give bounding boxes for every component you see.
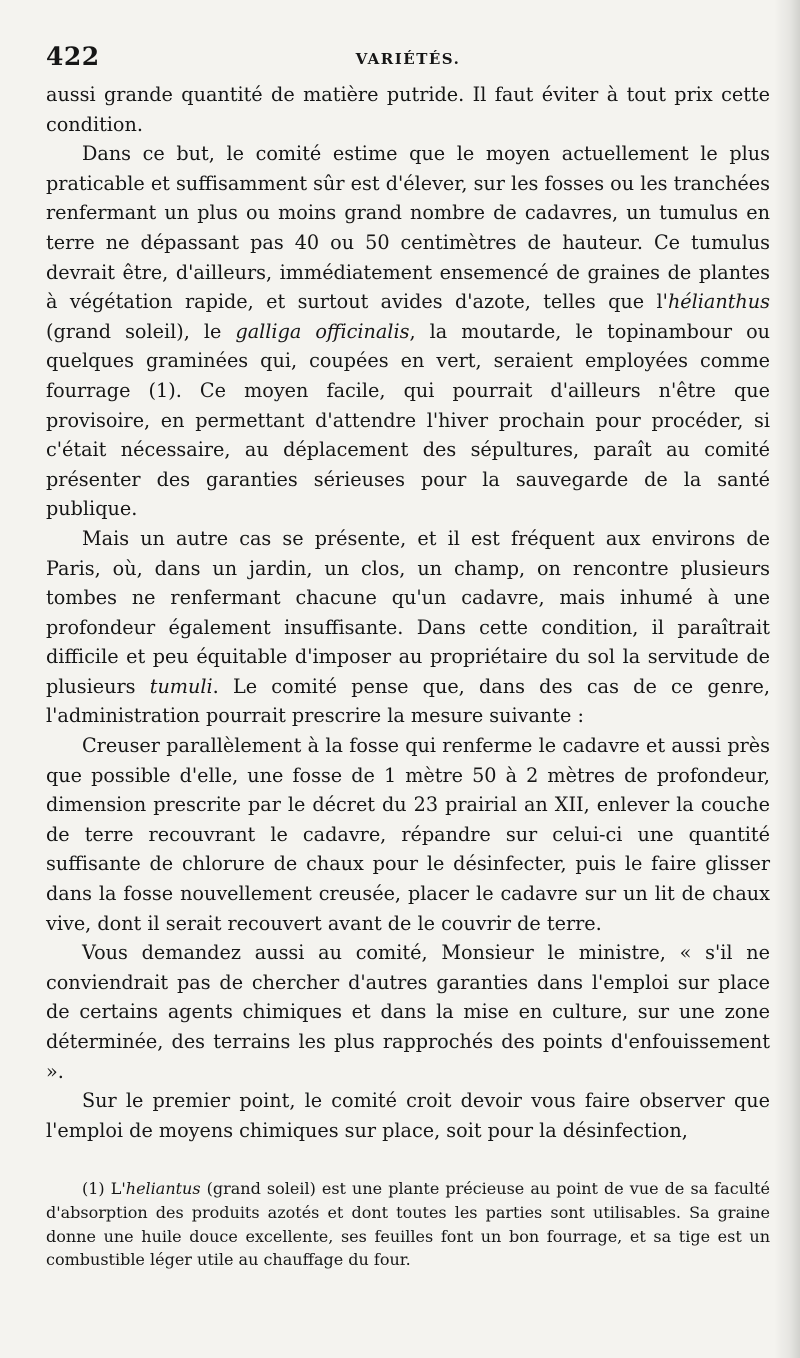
italic-text-run: galliga officinalis xyxy=(235,319,410,343)
footnote xyxy=(46,1177,770,1271)
paragraph xyxy=(46,524,770,731)
text-run: (1) L' xyxy=(82,1179,126,1199)
text-run: Vous demandez aussi au comité, Monsieur le ministre, « s'il ne conviendrait pas de chercher d'autres garanties dans l'emploi sur place de certains agents chimiques et dans la mise en culture, sur une zone déterminée, des terrains les plus rapprochés des points d'enfouissement ». xyxy=(46,941,770,1083)
paragraph xyxy=(46,731,770,938)
italic-text-run: heliantus xyxy=(125,1179,201,1199)
text-run: aussi grande quantité de matière putride. Il faut éviter à tout prix cette condition. xyxy=(46,83,770,136)
text-run: Creuser parallèlement à la fosse qui renferme le cadavre et aussi près que possible d'elle, une fosse de 1 mètre 50 à 2 mètres de profondeur, dimension prescrite par le décret du 23 prairial an XII, enlever la couche de terre recouvrant le cadavre, répandre sur celui-ci une quantité suffisante de chlorure de chaux pour le désinfecter, puis le faire glisser dans la fosse nouvellement creusée, placer le cadavre sur un lit de chaux vive, dont il serait recouvert avant de le couvrir de terre. xyxy=(46,734,770,935)
italic-text-run: tumuli xyxy=(149,674,213,698)
paragraph xyxy=(46,1086,770,1145)
paragraph xyxy=(46,139,770,524)
text-run: , la moutarde, le topinambour ou quelques graminées qui, coupées en vert, seraient employées comme fourrage (1). Ce moyen facile, qui pourrait d'ailleurs n'être que provisoire, en permettant d'attendre l'hiver prochain pour procéder, si c'était nécessaire, au déplacement des sépultures, paraît au comité présenter des garanties sérieuses pour la sauvegarde de la santé publique. xyxy=(46,319,770,521)
scan-shadow xyxy=(774,0,800,1358)
paragraph xyxy=(46,80,770,139)
page-header xyxy=(46,40,770,80)
text-run: Sur le premier point, le comité croit devoir vous faire observer que l'emploi de moyens chimiques sur place, soit pour la désinfection, xyxy=(46,1089,770,1142)
text-run: (grand soleil) est une plante précieuse au point de vue de sa faculté d'absorption des produits azotés et dont toutes les parties sont utilisables. Sa graine donne une huile douce excellente, ses feuilles font un bon fourrage, et sa tige est un combustible léger utile au chauffage du four. xyxy=(46,1179,771,1270)
paragraph xyxy=(46,938,770,1086)
italic-text-run: hélianthus xyxy=(667,290,770,314)
text-run: Dans ce but, le comité estime que le moyen actuellement le plus praticable et suffisamment sûr est d'élever, sur les fosses ou les tranchées renfermant un plus ou moins grand nombre de cadavres, un tumulus en terre ne dépassant pas 40 ou 50 centimètres de hauteur. Ce tumulus devrait être, d'ailleurs, immédiatement ensemencé de graines de plantes à végétation rapide, et surtout avides d'azote, telles que l' xyxy=(46,142,770,314)
text-run: Mais un autre cas se présente, et il est fréquent aux environs de Paris, où, dans un jardin, un clos, un champ, on rencontre plusieurs tombes ne renfermant chacune qu'un cadavre, mais inhumé à une profondeur également insuffisante. Dans cette condition, il paraîtrait difficile et peu équitable d'imposer au propriétaire du sol la servitude de plusieurs xyxy=(46,526,770,698)
body-text xyxy=(46,80,770,1145)
running-title: VARIÉTÉS. xyxy=(355,50,461,68)
text-run: (grand soleil), le xyxy=(46,319,236,343)
text-run: . Le comité pense que, dans des cas de ce genre, l'administration pourrait prescrire la mesure suivante : xyxy=(46,674,770,728)
page-number: 422 xyxy=(46,42,100,71)
book-page xyxy=(46,40,770,1272)
